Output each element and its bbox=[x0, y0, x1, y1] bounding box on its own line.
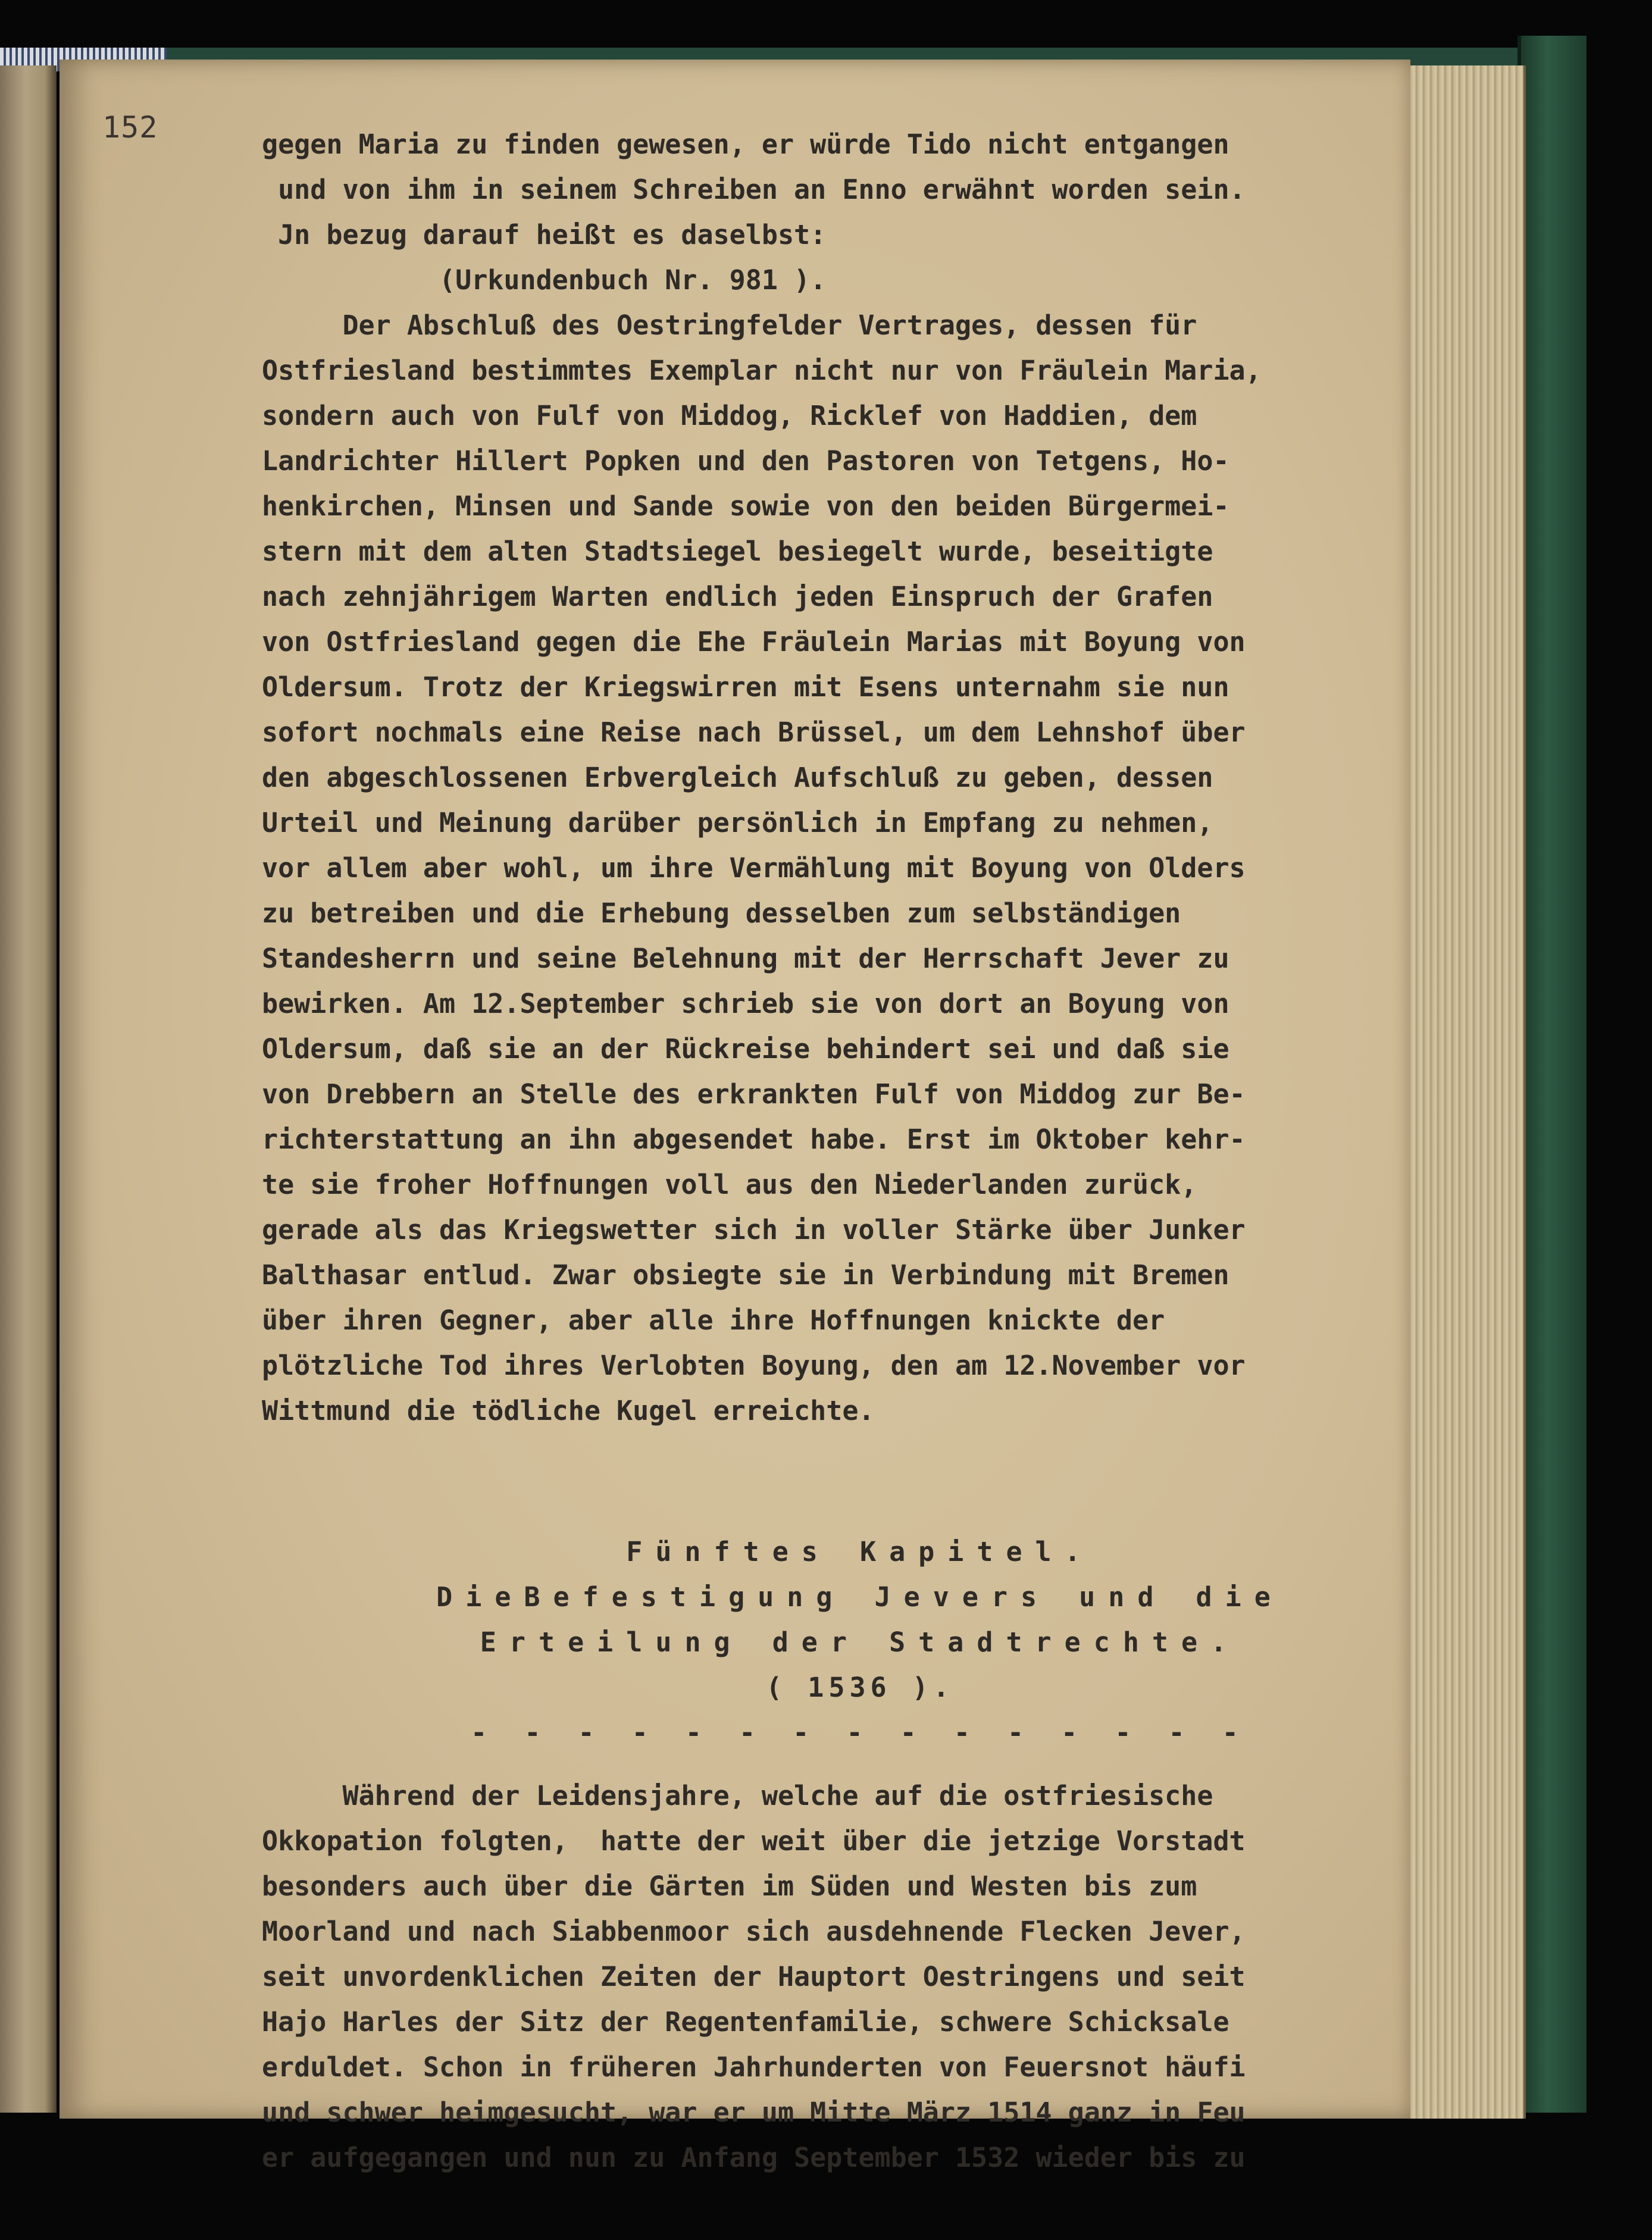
text-line: seit unvordenklichen Zeiten der Hauptort Oestringens und seit bbox=[262, 1961, 1246, 1992]
text-line: über ihren Gegner, aber alle ihre Hoffnungen knickte der bbox=[262, 1304, 1165, 1336]
text-line: bewirken. Am 12.September schrieb sie von dort an Boyung von bbox=[262, 988, 1229, 1019]
text-line: sondern auch von Fulf von Middog, Ricklef von Haddien, dem bbox=[262, 400, 1197, 431]
text-line: erduldet. Schon in früheren Jahrhunderten von Feuersnot häufi bbox=[262, 2051, 1246, 2083]
text-line: plötzliche Tod ihres Verlobten Boyung, den am 12.November vor bbox=[262, 1350, 1246, 1381]
body-text-bottom bbox=[262, 1773, 1458, 2180]
text-line: besonders auch über die Gärten im Süden und Westen bis zum bbox=[262, 1870, 1197, 1902]
facing-page-edge bbox=[0, 65, 57, 2113]
text-line: Während der Leidensjahre, welche auf die ostfriesische bbox=[262, 1780, 1213, 1812]
text-line: zu betreiben und die Erhebung desselben zum selbständigen bbox=[262, 897, 1181, 929]
text-line: und von ihm in seinem Schreiben an Enno erwähnt worden sein. bbox=[262, 174, 1246, 205]
text-line: Urteil und Meinung darüber persönlich in Empfang zu nehmen, bbox=[262, 807, 1213, 839]
page-number: 152 bbox=[102, 110, 158, 145]
text-line: er aufgegangen und nun zu Anfang September 1532 wieder bis zu bbox=[262, 2142, 1246, 2173]
chapter-divider: - - - - - - - - - - - - - - - bbox=[471, 1717, 1249, 1748]
text-line: Landrichter Hillert Popken und den Pastoren von Tetgens, Ho- bbox=[262, 445, 1229, 477]
text-line: gerade als das Kriegswetter sich in voller Stärke über Junker bbox=[262, 1214, 1246, 1246]
text-line: Moorland und nach Siabbenmoor sich ausdehnende Flecken Jever, bbox=[262, 1916, 1246, 1947]
text-line: gegen Maria zu finden gewesen, er würde Tido nicht entgangen bbox=[262, 129, 1229, 160]
text-line: Balthasar entlud. Zwar obsiegte sie in Verbindung mit Bremen bbox=[262, 1259, 1229, 1291]
text-line: sofort nochmals eine Reise nach Brüssel, um dem Lehnshof über bbox=[262, 717, 1246, 748]
body-text-top bbox=[262, 122, 1458, 1434]
chapter-heading bbox=[262, 1529, 1458, 1756]
chapter-year: ( 1536 ). bbox=[766, 1672, 954, 1703]
text-line: vor allem aber wohl, um ihre Vermählung mit Boyung von Olders bbox=[262, 852, 1246, 884]
text-line: nach zehnjährigem Warten endlich jeden Einspruch der Grafen bbox=[262, 581, 1213, 612]
text-line: von Ostfriesland gegen die Ehe Fräulein Marias mit Boyung von bbox=[262, 626, 1246, 658]
text-line: Hajo Harles der Sitz der Regentenfamilie, schwere Schicksale bbox=[262, 2006, 1229, 2038]
chapter-title-line-1: DieBefestigung Jevers und die bbox=[436, 1581, 1284, 1613]
text-line: Ostfriesland bestimmtes Exemplar nicht nur von Fräulein Maria, bbox=[262, 355, 1262, 386]
chapter-title-line-2: Erteilung der Stadtrechte. bbox=[480, 1626, 1240, 1658]
text-line: Oldersum, daß sie an der Rückreise behindert sei und daß sie bbox=[262, 1033, 1229, 1065]
book-cover bbox=[1518, 36, 1587, 2113]
text-line: (Urkundenbuch Nr. 981 ). bbox=[262, 264, 827, 296]
document-page bbox=[60, 60, 1410, 2173]
chapter-number: Fünftes Kapitel. bbox=[626, 1536, 1094, 1568]
text-line: Oldersum. Trotz der Kriegswirren mit Esens unternahm sie nun bbox=[262, 671, 1229, 703]
text-line: Der Abschluß des Oestringfelder Vertrages, dessen für bbox=[262, 309, 1197, 341]
text-line: Wittmund die tödliche Kugel erreichte. bbox=[262, 1395, 875, 1426]
text-line: richterstattung an ihn abgesendet habe. Erst im Oktober kehr- bbox=[262, 1124, 1246, 1155]
text-line: Okkopation folgten, hatte der weit über die jetzige Vorstadt bbox=[262, 1825, 1246, 1857]
text-line: henkirchen, Minsen und Sande sowie von den beiden Bürgermei- bbox=[262, 490, 1229, 522]
text-line: und schwer heimgesucht, war er um Mitte März 1514 ganz in Feu bbox=[262, 2097, 1246, 2128]
text-line: Standesherrn und seine Belehnung mit der Herrschaft Jever zu bbox=[262, 943, 1229, 974]
text-line: stern mit dem alten Stadtsiegel besiegelt wurde, beseitigte bbox=[262, 536, 1213, 567]
text-line: von Drebbern an Stelle des erkrankten Fulf von Middog zur Be- bbox=[262, 1078, 1246, 1110]
text-line: Jn bezug darauf heißt es daselbst: bbox=[262, 219, 827, 251]
text-line: den abgeschlossenen Erbvergleich Aufschluß zu geben, dessen bbox=[262, 762, 1213, 793]
text-line: te sie froher Hoffnungen voll aus den Niederlanden zurück, bbox=[262, 1169, 1197, 1200]
